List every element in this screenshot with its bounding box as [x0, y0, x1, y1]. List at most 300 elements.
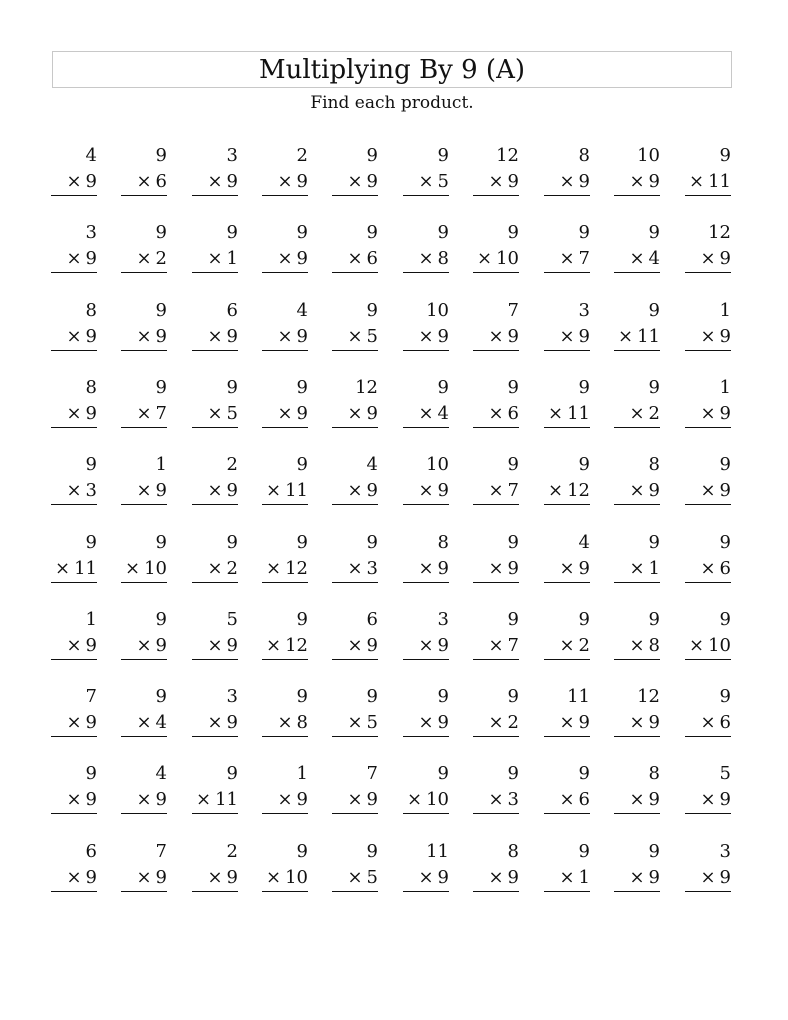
- multiplicand: 9: [507, 686, 519, 707]
- multiplicand: 9: [578, 841, 590, 862]
- multiplier: 9: [226, 712, 238, 733]
- multiplicand: 1: [296, 763, 308, 784]
- multiplicand: 12: [637, 686, 660, 707]
- multiplication-problem: [192, 377, 238, 427]
- times-sign: ×: [277, 712, 293, 733]
- multiplicand: 9: [507, 532, 519, 553]
- multiplication-problem: [473, 532, 519, 582]
- answer-line: [614, 582, 660, 583]
- multiplier-row: [559, 558, 590, 580]
- multiplicand: 9: [507, 763, 519, 784]
- multiplier-row: [266, 480, 308, 502]
- answer-line: [614, 891, 660, 892]
- answer-line: [121, 427, 167, 428]
- times-sign: ×: [629, 867, 645, 888]
- multiplication-problem: [51, 377, 97, 427]
- multiplication-problem: [192, 763, 238, 813]
- multiplication-problem: [121, 454, 167, 504]
- multiplication-problem: [51, 532, 97, 582]
- multiplication-problem: [262, 377, 308, 427]
- multiplication-problem: [614, 763, 660, 813]
- multiplicand: 9: [719, 609, 731, 630]
- answer-line: [332, 891, 378, 892]
- multiplicand: 9: [155, 532, 167, 553]
- answer-line: [192, 427, 238, 428]
- multiplier: 11: [285, 480, 308, 501]
- times-sign: ×: [700, 867, 716, 888]
- multiplier: 6: [507, 403, 519, 424]
- multiplier-row: [136, 480, 167, 502]
- multiplication-problem: [544, 686, 590, 736]
- multiplicand: 1: [719, 377, 731, 398]
- answer-line: [403, 736, 449, 737]
- multiplicand: 2: [296, 145, 308, 166]
- multiplicand: 9: [719, 145, 731, 166]
- times-sign: ×: [266, 480, 282, 501]
- answer-line: [403, 195, 449, 196]
- answer-line: [192, 659, 238, 660]
- multiplier-row: [136, 403, 167, 425]
- times-sign: ×: [207, 326, 223, 347]
- multiplier-row: [347, 789, 378, 811]
- times-sign: ×: [629, 558, 645, 579]
- times-sign: ×: [136, 248, 152, 269]
- multiplier: 9: [648, 789, 660, 810]
- multiplier-row: [66, 171, 97, 193]
- multiplier: 9: [226, 635, 238, 656]
- answer-line: [51, 582, 97, 583]
- multiplier-row: [347, 712, 378, 734]
- multiplier-row: [700, 403, 731, 425]
- answer-line: [332, 659, 378, 660]
- multiplication-problem: [544, 377, 590, 427]
- multiplicand: 9: [85, 763, 97, 784]
- times-sign: ×: [66, 248, 82, 269]
- multiplicand: 2: [226, 841, 238, 862]
- answer-line: [473, 427, 519, 428]
- multiplier: 11: [215, 789, 238, 810]
- multiplier: 7: [507, 480, 519, 501]
- multiplier-row: [689, 635, 731, 657]
- multiplier: 9: [85, 635, 97, 656]
- answer-line: [262, 582, 308, 583]
- multiplication-problem: [403, 145, 449, 195]
- multiplier-row: [418, 171, 449, 193]
- times-sign: ×: [559, 171, 575, 192]
- answer-line: [685, 891, 731, 892]
- multiplier-row: [207, 326, 238, 348]
- answer-line: [403, 582, 449, 583]
- times-sign: ×: [488, 712, 504, 733]
- times-sign: ×: [66, 171, 82, 192]
- multiplier-row: [136, 248, 167, 270]
- multiplier-row: [207, 558, 238, 580]
- answer-line: [262, 272, 308, 273]
- times-sign: ×: [347, 789, 363, 810]
- answer-line: [262, 813, 308, 814]
- times-sign: ×: [488, 867, 504, 888]
- multiplication-problem: [332, 377, 378, 427]
- answer-line: [403, 891, 449, 892]
- multiplicand: 9: [437, 686, 449, 707]
- answer-line: [262, 659, 308, 660]
- answer-line: [192, 504, 238, 505]
- multiplication-problem: [51, 609, 97, 659]
- multiplicand: 9: [296, 532, 308, 553]
- multiplication-problem: [473, 222, 519, 272]
- multiplicand: 3: [85, 222, 97, 243]
- multiplicand: 8: [648, 454, 660, 475]
- multiplier-row: [277, 789, 308, 811]
- multiplier: 11: [567, 403, 590, 424]
- times-sign: ×: [407, 789, 423, 810]
- multiplicand: 6: [85, 841, 97, 862]
- multiplier-row: [277, 326, 308, 348]
- answer-line: [614, 813, 660, 814]
- multiplier: 9: [507, 171, 519, 192]
- multiplication-problem: [544, 763, 590, 813]
- multiplier: 6: [366, 248, 378, 269]
- multiplier-row: [488, 171, 519, 193]
- multiplication-problem: [332, 532, 378, 582]
- multiplier: 2: [507, 712, 519, 733]
- multiplier-row: [559, 789, 590, 811]
- multiplicand: 7: [507, 300, 519, 321]
- times-sign: ×: [418, 635, 434, 656]
- times-sign: ×: [266, 635, 282, 656]
- multiplicand: 1: [155, 454, 167, 475]
- multiplier: 7: [578, 248, 590, 269]
- multiplier: 8: [648, 635, 660, 656]
- multiplication-problem: [473, 300, 519, 350]
- times-sign: ×: [66, 326, 82, 347]
- multiplication-problem: [332, 145, 378, 195]
- multiplication-problem: [614, 377, 660, 427]
- answer-line: [685, 582, 731, 583]
- answer-line: [403, 350, 449, 351]
- multiplier: 2: [648, 403, 660, 424]
- multiplier: 9: [296, 403, 308, 424]
- multiplier-row: [136, 712, 167, 734]
- multiplication-problem: [685, 454, 731, 504]
- multiplier-row: [418, 403, 449, 425]
- multiplier-row: [700, 867, 731, 889]
- multiplier: 9: [648, 171, 660, 192]
- times-sign: ×: [207, 635, 223, 656]
- multiplier: 9: [296, 248, 308, 269]
- multiplication-problem: [614, 145, 660, 195]
- times-sign: ×: [700, 480, 716, 501]
- multiplier-row: [207, 712, 238, 734]
- times-sign: ×: [418, 248, 434, 269]
- multiplication-problem: [51, 222, 97, 272]
- multiplicand: 4: [366, 454, 378, 475]
- answer-line: [192, 272, 238, 273]
- answer-line: [51, 659, 97, 660]
- multiplier-row: [66, 635, 97, 657]
- multiplicand: 8: [85, 377, 97, 398]
- multiplicand: 9: [296, 686, 308, 707]
- multiplication-problem: [544, 222, 590, 272]
- multiplication-problem: [473, 454, 519, 504]
- times-sign: ×: [700, 403, 716, 424]
- times-sign: ×: [700, 326, 716, 347]
- multiplier-row: [347, 403, 378, 425]
- multiplier: 12: [285, 558, 308, 579]
- multiplicand: 9: [85, 454, 97, 475]
- multiplication-problem: [403, 763, 449, 813]
- times-sign: ×: [66, 712, 82, 733]
- multiplication-problem: [473, 377, 519, 427]
- multiplicand: 12: [496, 145, 519, 166]
- multiplicand: 4: [155, 763, 167, 784]
- multiplier-row: [700, 248, 731, 270]
- multiplicand: 12: [708, 222, 731, 243]
- multiplier-row: [125, 558, 167, 580]
- answer-line: [332, 195, 378, 196]
- multiplier: 9: [85, 326, 97, 347]
- multiplier-row: [629, 480, 660, 502]
- answer-line: [51, 427, 97, 428]
- times-sign: ×: [66, 789, 82, 810]
- answer-line: [473, 891, 519, 892]
- multiplication-problem: [614, 841, 660, 891]
- answer-line: [544, 350, 590, 351]
- multiplicand: 9: [648, 532, 660, 553]
- worksheet-instructions: Find each product.: [310, 93, 474, 113]
- times-sign: ×: [207, 403, 223, 424]
- times-sign: ×: [347, 712, 363, 733]
- multiplier: 9: [719, 480, 731, 501]
- multiplier: 3: [507, 789, 519, 810]
- multiplier: 5: [366, 326, 378, 347]
- multiplier-row: [418, 867, 449, 889]
- answer-line: [121, 272, 167, 273]
- times-sign: ×: [207, 712, 223, 733]
- answer-line: [332, 813, 378, 814]
- multiplier: 9: [437, 480, 449, 501]
- multiplicand: 5: [719, 763, 731, 784]
- times-sign: ×: [488, 635, 504, 656]
- multiplicand: 1: [85, 609, 97, 630]
- times-sign: ×: [559, 789, 575, 810]
- multiplication-problem: [332, 609, 378, 659]
- multiplier-row: [488, 326, 519, 348]
- multiplicand: 9: [155, 686, 167, 707]
- multiplication-problem: [192, 300, 238, 350]
- multiplicand: 9: [226, 222, 238, 243]
- times-sign: ×: [347, 171, 363, 192]
- multiplier-row: [559, 326, 590, 348]
- multiplicand: 9: [226, 377, 238, 398]
- answer-line: [473, 272, 519, 273]
- multiplicand: 9: [648, 377, 660, 398]
- multiplier: 3: [366, 558, 378, 579]
- answer-line: [544, 736, 590, 737]
- multiplicand: 9: [578, 454, 590, 475]
- multiplier-row: [418, 712, 449, 734]
- multiplication-problem: [544, 454, 590, 504]
- answer-line: [473, 659, 519, 660]
- multiplier: 9: [226, 326, 238, 347]
- multiplier: 9: [226, 867, 238, 888]
- multiplication-problem: [685, 532, 731, 582]
- multiplier-row: [629, 712, 660, 734]
- multiplier: 11: [74, 558, 97, 579]
- multiplier: 10: [426, 789, 449, 810]
- answer-line: [614, 350, 660, 351]
- multiplicand: 9: [578, 763, 590, 784]
- times-sign: ×: [559, 635, 575, 656]
- multiplier-row: [347, 558, 378, 580]
- multiplier: 9: [85, 867, 97, 888]
- multiplier: 1: [648, 558, 660, 579]
- times-sign: ×: [548, 403, 564, 424]
- multiplier-row: [207, 635, 238, 657]
- answer-line: [473, 736, 519, 737]
- multiplier-row: [629, 248, 660, 270]
- multiplication-problem: [51, 300, 97, 350]
- multiplicand: 3: [719, 841, 731, 862]
- answer-line: [403, 272, 449, 273]
- multiplicand: 9: [366, 841, 378, 862]
- multiplicand: 4: [578, 532, 590, 553]
- multiplier-row: [488, 789, 519, 811]
- multiplier: 9: [155, 789, 167, 810]
- multiplier: 9: [719, 248, 731, 269]
- multiplier-row: [266, 558, 308, 580]
- multiplicand: 1: [719, 300, 731, 321]
- multiplier: 9: [155, 635, 167, 656]
- multiplicand: 9: [85, 532, 97, 553]
- answer-line: [121, 659, 167, 660]
- multiplication-problem: [262, 300, 308, 350]
- times-sign: ×: [207, 867, 223, 888]
- multiplier: 9: [437, 326, 449, 347]
- times-sign: ×: [66, 403, 82, 424]
- multiplier: 9: [155, 867, 167, 888]
- times-sign: ×: [66, 867, 82, 888]
- multiplier: 6: [155, 171, 167, 192]
- multiplier-row: [347, 480, 378, 502]
- multiplier: 6: [719, 712, 731, 733]
- multiplication-problem: [262, 609, 308, 659]
- answer-line: [614, 736, 660, 737]
- multiplier: 10: [496, 248, 519, 269]
- multiplier-row: [418, 248, 449, 270]
- multiplier: 9: [155, 326, 167, 347]
- answer-line: [121, 350, 167, 351]
- multiplier-row: [277, 403, 308, 425]
- times-sign: ×: [700, 789, 716, 810]
- multiplier: 3: [85, 480, 97, 501]
- times-sign: ×: [347, 326, 363, 347]
- multiplicand: 3: [226, 686, 238, 707]
- multiplication-problem: [121, 222, 167, 272]
- multiplication-problem: [403, 686, 449, 736]
- multiplier: 5: [366, 867, 378, 888]
- answer-line: [685, 504, 731, 505]
- multiplication-problem: [403, 222, 449, 272]
- times-sign: ×: [700, 248, 716, 269]
- answer-line: [614, 195, 660, 196]
- multiplicand: 8: [507, 841, 519, 862]
- times-sign: ×: [207, 558, 223, 579]
- multiplication-problem: [473, 841, 519, 891]
- multiplicand: 9: [366, 145, 378, 166]
- times-sign: ×: [559, 867, 575, 888]
- multiplicand: 9: [719, 532, 731, 553]
- multiplicand: 3: [437, 609, 449, 630]
- multiplication-problem: [544, 841, 590, 891]
- worksheet-title: Multiplying By 9 (A): [52, 51, 732, 88]
- multiplicand: 9: [507, 377, 519, 398]
- multiplier: 5: [226, 403, 238, 424]
- multiplier-row: [136, 326, 167, 348]
- multiplier: 11: [708, 171, 731, 192]
- multiplier-row: [66, 248, 97, 270]
- multiplier: 6: [578, 789, 590, 810]
- times-sign: ×: [136, 635, 152, 656]
- answer-line: [51, 195, 97, 196]
- answer-line: [544, 272, 590, 273]
- multiplication-problem: [685, 377, 731, 427]
- multiplier: 9: [296, 789, 308, 810]
- multiplier: 4: [648, 248, 660, 269]
- multiplier: 4: [437, 403, 449, 424]
- multiplier-row: [196, 789, 238, 811]
- multiplication-problem: [473, 763, 519, 813]
- times-sign: ×: [629, 171, 645, 192]
- times-sign: ×: [559, 558, 575, 579]
- multiplication-problem: [192, 686, 238, 736]
- answer-line: [332, 350, 378, 351]
- times-sign: ×: [266, 867, 282, 888]
- times-sign: ×: [66, 480, 82, 501]
- multiplier: 9: [366, 789, 378, 810]
- multiplier-row: [66, 789, 97, 811]
- multiplicand: 9: [578, 609, 590, 630]
- multiplicand: 9: [507, 609, 519, 630]
- multiplier-row: [700, 789, 731, 811]
- multiplier: 9: [437, 712, 449, 733]
- times-sign: ×: [418, 558, 434, 579]
- multiplication-problem: [614, 300, 660, 350]
- multiplier: 9: [578, 712, 590, 733]
- times-sign: ×: [629, 789, 645, 810]
- multiplicand: 10: [637, 145, 660, 166]
- multiplication-problem: [403, 841, 449, 891]
- answer-line: [51, 891, 97, 892]
- multiplier: 9: [437, 558, 449, 579]
- multiplier-row: [347, 248, 378, 270]
- multiplication-problem: [262, 145, 308, 195]
- multiplicand: 9: [437, 763, 449, 784]
- multiplier-row: [66, 326, 97, 348]
- multiplier: 6: [719, 558, 731, 579]
- times-sign: ×: [136, 789, 152, 810]
- multiplicand: 9: [296, 841, 308, 862]
- multiplication-problem: [614, 222, 660, 272]
- multiplier: 10: [285, 867, 308, 888]
- multiplier: 9: [719, 789, 731, 810]
- answer-line: [121, 582, 167, 583]
- multiplier-row: [559, 712, 590, 734]
- times-sign: ×: [207, 171, 223, 192]
- multiplication-problem: [403, 609, 449, 659]
- multiplication-problem: [473, 686, 519, 736]
- multiplier-row: [629, 867, 660, 889]
